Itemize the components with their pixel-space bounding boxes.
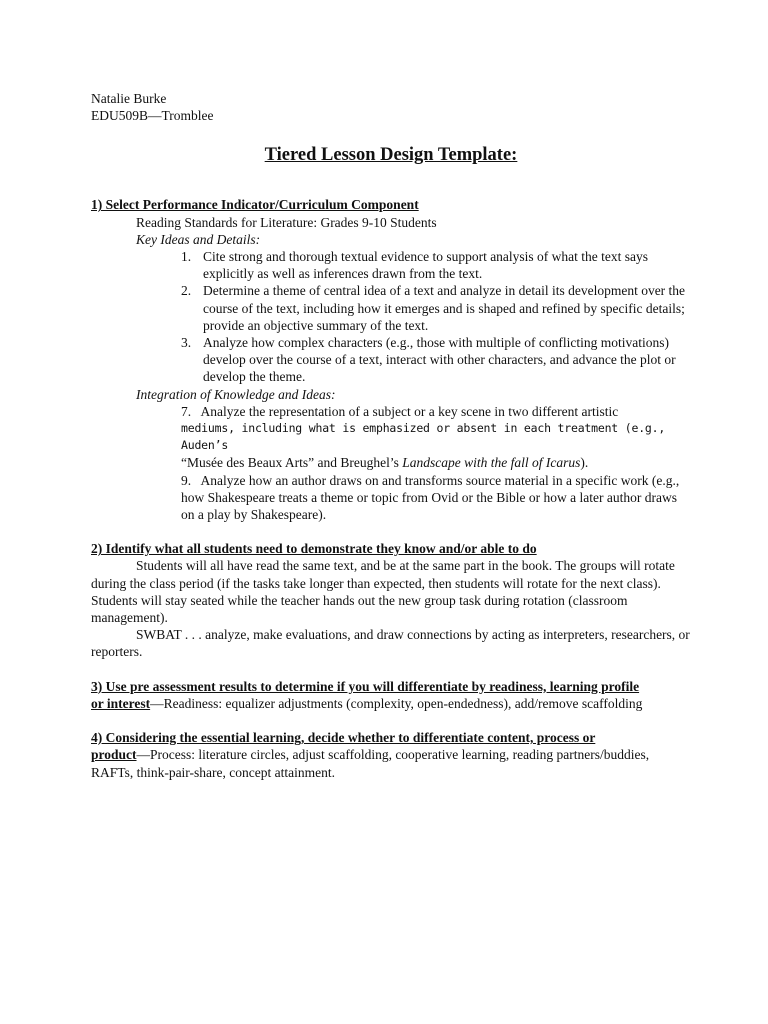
author-name: Natalie Burke xyxy=(91,91,167,106)
section-1-heading: 1) Select Performance Indicator/Curriculum Component xyxy=(91,197,419,213)
section-3-heading: 3) Use pre assessment results to determine if you will differentiate by readiness, learning profile xyxy=(91,678,640,694)
section-3-heading-cont: or interest xyxy=(91,695,151,711)
list-text: Cite strong and thorough textual evidence to support analysis of what the text says explicitly as well as inferences drawn from the text. xyxy=(203,249,649,282)
list-item xyxy=(181,248,691,282)
section-4-heading-cont: product xyxy=(91,747,137,763)
section-4-heading: 4) Considering the essential learning, decide whether to differentiate content, process or xyxy=(91,730,596,746)
list-number: 2. xyxy=(181,283,192,299)
item-7-work-title: Landscape with the fall of Icarus xyxy=(402,455,581,471)
section-2-paragraph-1: Students will all have read the same text, and be at the same part in the book. The groups will rotate during the class period (if the tasks take longer than expected, then students will rotate for the next class). Students will stay seated while the teacher hands out the new group task during rotation (classroom management). xyxy=(91,558,675,626)
item-7-line-3-post: ). xyxy=(580,455,589,471)
section-1 xyxy=(91,196,691,523)
section-4-body xyxy=(91,746,691,780)
list-text: Determine a theme of central idea of a text and analyze in detail its development over the course of the text, including how it emerges and is shaped and refined by specific details; provide an objective summary of the text. xyxy=(203,283,686,333)
section-2-paragraph-2: SWBAT . . . analyze, make evaluations, and draw connections by acting as interpreters, researchers, or reporters. xyxy=(91,627,690,660)
list-item xyxy=(181,334,691,386)
standards-line: Reading Standards for Literature: Grades 9-10 Students xyxy=(136,214,437,230)
section-3-body xyxy=(91,695,691,712)
section-4-text: —Process: literature circles, adjust scaffolding, cooperative learning, reading partners/buddies, RAFTs, think-pair-share, concept attainment. xyxy=(91,747,650,780)
item-7-line-1: 7. Analyze the representation of a subject or a key scene in two different artistic xyxy=(181,403,619,419)
item-7-line-2: mediums, including what is emphasized or absent in each treatment (e.g., Auden’s xyxy=(181,421,666,453)
list-text: Analyze how complex characters (e.g., those with multiple of conflicting motivations) develop over the course of a text, interact with other characters, and advance the plot or develop the theme. xyxy=(203,335,676,385)
list-number: 1. xyxy=(181,249,192,265)
list-number: 3. xyxy=(181,335,192,351)
list-item xyxy=(181,282,691,334)
document-title: Tiered Lesson Design Template: xyxy=(264,145,518,166)
document-page xyxy=(91,90,691,798)
item-7-line-3 xyxy=(181,454,691,471)
section-3 xyxy=(91,678,691,712)
item-9: 9. Analyze how an author draws on and transforms source material in a specific work (e.g., how Shakespeare treats a theme or topic from Ovid or the Bible or how a later author draws on a play by Shakespeare). xyxy=(181,472,680,523)
integration-label: Integration of Knowledge and Ideas: xyxy=(136,386,336,402)
course-name: EDU509B—Tromblee xyxy=(91,108,214,124)
integration-list xyxy=(91,403,691,523)
section-2-heading: 2) Identify what all students need to demonstrate they know and/or able to do xyxy=(91,541,537,557)
section-3-text: —Readiness: equalizer adjustments (complexity, open-endedness), add/remove scaffolding xyxy=(150,695,643,711)
key-ideas-list xyxy=(91,248,691,386)
key-ideas-label: Key Ideas and Details: xyxy=(136,231,261,247)
section-4 xyxy=(91,729,691,781)
item-7-line-3-pre: “Musée des Beaux Arts” and Breughel’s xyxy=(181,455,403,471)
section-2 xyxy=(91,540,691,660)
